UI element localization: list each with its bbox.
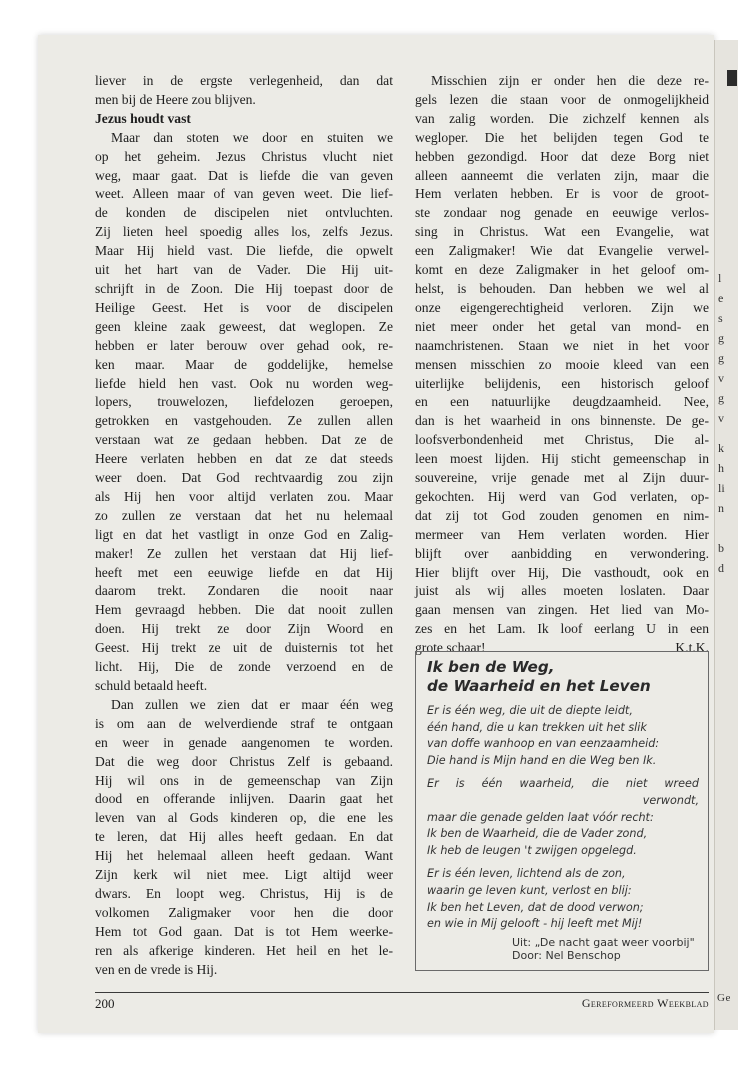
adjacent-page-fragment: e: [718, 291, 724, 305]
section-heading: Jezus houdt vast: [95, 110, 191, 126]
adjacent-page-fragment: g: [718, 391, 724, 405]
text-line: Dan zullen we zien dat er maar één weg: [111, 696, 393, 712]
text-line: weg, maar gaat. Dat is liefde die van geven: [95, 167, 393, 183]
text-line: sing in Christus. Wat een Evangelie, wat: [415, 224, 709, 240]
text-line: helst, is behouden. Dan hebben we wel al: [415, 280, 709, 296]
poem-line: één hand, die u kan trekken uit het slik: [427, 720, 647, 734]
text-line: verstaan wat ze gedaan hebben. Dat ze de: [95, 432, 393, 448]
text-line: dwars. En loopt weg. Christus, Hij is de: [95, 885, 393, 901]
text-line: juist als wij alles moeten loslaten. Daar: [415, 583, 709, 599]
text-line: blijft over aanbidding en verwondering.: [415, 545, 709, 561]
poem-line: Die hand is Mijn hand en die Weg ben Ik.: [427, 753, 657, 767]
adjacent-page-fragment: li: [718, 481, 725, 495]
text-line: Hem gevraagd hebben. Die dat nooit zullen: [95, 602, 393, 618]
text-line: souvereine, vrije genade met al Zijn duur-: [415, 470, 709, 486]
text-line: Hem verlaten hebben. Er is voor de groot-: [415, 186, 709, 202]
text-line: men bij de Heere zou blijven.: [95, 91, 256, 107]
poem-line: verwondt,: [642, 793, 699, 807]
text-line: daarom trekt. Zondaren die nooit naar: [95, 583, 393, 599]
text-line: komt en deze Zaligmaker in het geloof om-: [415, 262, 709, 278]
poem-credits: [512, 936, 699, 963]
text-line: zo zullen ze verstaan dat het nu helemaal: [95, 507, 393, 523]
text-line: ven en de vrede is Hij.: [95, 961, 218, 977]
adjacent-page-fragment: b: [718, 541, 724, 555]
text-line: gaan mensen van zingen. Het lied van Mo-: [415, 602, 709, 618]
text-line: heeft met een eeuwige liefde en dat Hij: [95, 564, 393, 580]
poem-source: Uit: „De nacht gaat weer voorbij": [512, 935, 695, 949]
text-line: zes en het Lam. Ik loof eerlang U in een: [415, 621, 709, 637]
adjacent-page-edge: [714, 40, 738, 1030]
adjacent-page-fragment: d: [718, 561, 724, 575]
text-line: Hem tot God gaan. Dat is tot Hem weerke-: [95, 923, 393, 939]
body-paragraph: [415, 72, 709, 658]
text-line: dat zij tot God zouden genomen en nim-: [415, 507, 709, 523]
text-line: volkomen Zaligmaker voor hen die door: [95, 904, 393, 920]
author-signature: K.t.K.: [675, 640, 709, 656]
poem-line: van doffe wanhoop en van eenzaamheid:: [427, 737, 660, 751]
text-line: weer doen. Dat God rechtvaardig zou zijn: [95, 470, 393, 486]
text-line: grote schaar!: [415, 640, 486, 656]
text-line: Zij lieten heel spoedig alles los, zelfs Jezus.: [95, 224, 393, 240]
text-line: liefde hield hen vast. Ook nu worden weg-: [95, 375, 393, 391]
body-paragraph: [95, 129, 393, 696]
text-line: is om aan de welverdiende straf te ontgaan: [95, 715, 393, 731]
text-line: uiterlijke belijdenis, een historisch geloof: [415, 375, 709, 391]
text-line: alleen aanneemt die verlaten zijn, maar die: [415, 167, 709, 183]
adjacent-page-fragment: v: [718, 411, 724, 425]
adjacent-page-fragment: k: [718, 441, 724, 455]
adjacent-running-head: Ge: [717, 992, 731, 1004]
poem-author: Door: Nel Benschop: [512, 949, 621, 963]
text-line: licht. Hij, Die de zonde verzoend en de: [95, 659, 393, 675]
text-line: weet. Alleen maar of van geven weet. Die lief-: [95, 186, 393, 202]
text-line: schrijft in de Zoon. Die Hij toepast door de: [95, 280, 393, 296]
poem-stanza: [427, 776, 699, 859]
text-line: doen. Hij trekt ze door Zijn Woord en: [95, 621, 393, 637]
text-line: Zijn kerk wil niet mee. Ligt altijd weer: [95, 867, 393, 883]
text-line: geen kleine zaak geweest, dat weglopen. Ze: [95, 318, 393, 334]
text-line: en weer in genade aangenomen te worden.: [95, 734, 393, 750]
text-line: naamchristenen. Staan we niet in het voor: [415, 337, 709, 353]
text-line: gels lezen die staan voor de onmogelijkheid: [415, 91, 709, 107]
footer-rule: [95, 992, 709, 993]
body-paragraph: [95, 696, 393, 980]
text-line: ligt en dat het vastligt in onze God en Zalig-: [95, 526, 393, 542]
text-line: Heilige Geest. Het is voor de discipelen: [95, 299, 393, 315]
text-line: maker! Ze zullen het verstaan dat Hij lief-: [95, 545, 393, 561]
text-line: Hij het helemaal alleen heeft gedaan. Want: [95, 848, 393, 864]
text-line: een Zaligmaker! Wie dat Evangelie verwel-: [415, 243, 709, 259]
text-line: wegloper. Die het belijden tegen God te: [415, 129, 709, 145]
text-line: getrokken en vastgehouden. Ze zullen allen: [95, 413, 393, 429]
intro-paragraph: [95, 72, 393, 110]
text-line: als Hij hen voor altijd verlaten zou. Maar: [95, 488, 393, 504]
left-column: [95, 72, 393, 980]
text-line: Hier blijft over Hij, Die vasthoudt, ook en: [415, 564, 709, 580]
poem-stanza: [427, 866, 699, 932]
text-line: de konden de discipelen niet ontvluchten.: [95, 205, 393, 221]
adjacent-page-fragment: g: [718, 331, 724, 345]
page-number: 200: [95, 996, 115, 1011]
text-line: Maar dan stoten we door en stuiten we: [111, 129, 393, 145]
adjacent-page-fragment: h: [718, 461, 724, 475]
text-line: hebben gezondigd. Hoor dat deze Borg niet: [415, 148, 709, 164]
text-line: liever in de ergste verlegenheid, dan dat: [95, 73, 393, 88]
right-column: [415, 72, 709, 658]
text-line: gekochten. Hij werd van God verlaten, op-: [415, 488, 709, 504]
poem-title: [427, 658, 699, 696]
text-line: hebben er later berouw over gehad ook, re-: [95, 337, 393, 353]
text-line: ste zondaar nog genade en eeuwige verlos-: [415, 205, 709, 221]
running-head: Gereformeerd Weekblad: [581, 996, 709, 1010]
text-line: Dat die weg door Christus Zelf is gebaand.: [95, 753, 393, 769]
text-line: leen moest lijden. Hij sticht gemeenschap in: [415, 451, 709, 467]
adjacent-page-fragment: l: [718, 271, 722, 285]
text-line: Heere verlaten hebben en dat ze dat steeds: [95, 451, 393, 467]
text-line: op het geheim. Jezus Christus vlucht niet: [95, 148, 393, 164]
poem-line: Ik ben de Waarheid, die de Vader zond,: [427, 827, 648, 841]
text-line: dan is het waarheid in ons binnenste. De ge-: [415, 413, 709, 429]
poem-line: Ik ben het Leven, dat de dood verwon;: [427, 900, 644, 914]
text-line: mermeer van Hem verlaten worden. Hier: [415, 526, 709, 542]
text-line: dood en offerande inlijven. Daarin gaat het: [95, 791, 393, 807]
text-line: te leren, dat Hij alles heeft gedaan. En dat: [95, 829, 393, 845]
poem-line: waarin ge leven kunt, verlost en blij:: [427, 883, 632, 897]
text-line: Geest. Hij trekt ze uit de duisternis tot het: [95, 640, 393, 656]
text-line: mensen misschien zo mooie kleed van een: [415, 356, 709, 372]
text-line: uit het hart van de Vader. Die Hij uit-: [95, 262, 393, 278]
text-line: niet meer onder het getal van mond- en: [415, 318, 709, 334]
poem-stanza: [427, 703, 699, 769]
text-line: loofsverbondenheid met Christus, Die al-: [415, 432, 709, 448]
poem-title-line: de Waarheid en het Leven: [427, 677, 651, 695]
text-line: lopers, trouwelozen, liefdelozen geroepen,: [95, 394, 393, 410]
adjacent-page-fragment: g: [718, 351, 724, 365]
text-line: Misschien zijn er onder hen die deze re-: [431, 73, 709, 88]
text-line: ren als afkerige kinderen. Het heil en het le-: [95, 942, 393, 958]
text-line: ken maar. Maar de goddelijke, hemelse: [95, 356, 393, 372]
poem-line: Ik heb de leugen 't zwijgen opgelegd.: [427, 843, 637, 857]
poem-line: Er is één waarheid, die niet wreed: [427, 777, 699, 791]
poem-box: [415, 651, 709, 971]
text-line: schuld betaald heeft.: [95, 678, 208, 693]
text-line: Maar Hij hield vast. Die liefde, die opwelt: [95, 243, 393, 259]
poem-line: Er is één weg, die uit de diepte leidt,: [427, 704, 633, 717]
adjacent-page-fragment: s: [718, 311, 723, 325]
poem-title-line: Ik ben de Weg,: [427, 658, 555, 676]
text-line: onze eigengerechtigheid verloren. Zijn we: [415, 299, 709, 315]
adjacent-page-fragment: n: [718, 501, 724, 515]
adjacent-page-mark: [727, 70, 737, 86]
text-line: leven van al Gods kinderen op, die ene les: [95, 810, 393, 826]
text-line: Hij wil ons in de gemeenschap van Zijn: [95, 772, 393, 788]
poem-line: en wie in Mij gelooft - hij leeft met Mij!: [427, 917, 643, 931]
text-line: en een natuurlijke deugdzaamheid. Nee,: [415, 394, 709, 410]
text-line: van zalig worden. Die zichzelf kennen als: [415, 110, 709, 126]
poem-line: maar die genade gelden laat vóór recht:: [427, 810, 654, 824]
adjacent-page-fragment: v: [718, 371, 724, 385]
poem-line: Er is één leven, lichtend als de zon,: [427, 867, 626, 881]
